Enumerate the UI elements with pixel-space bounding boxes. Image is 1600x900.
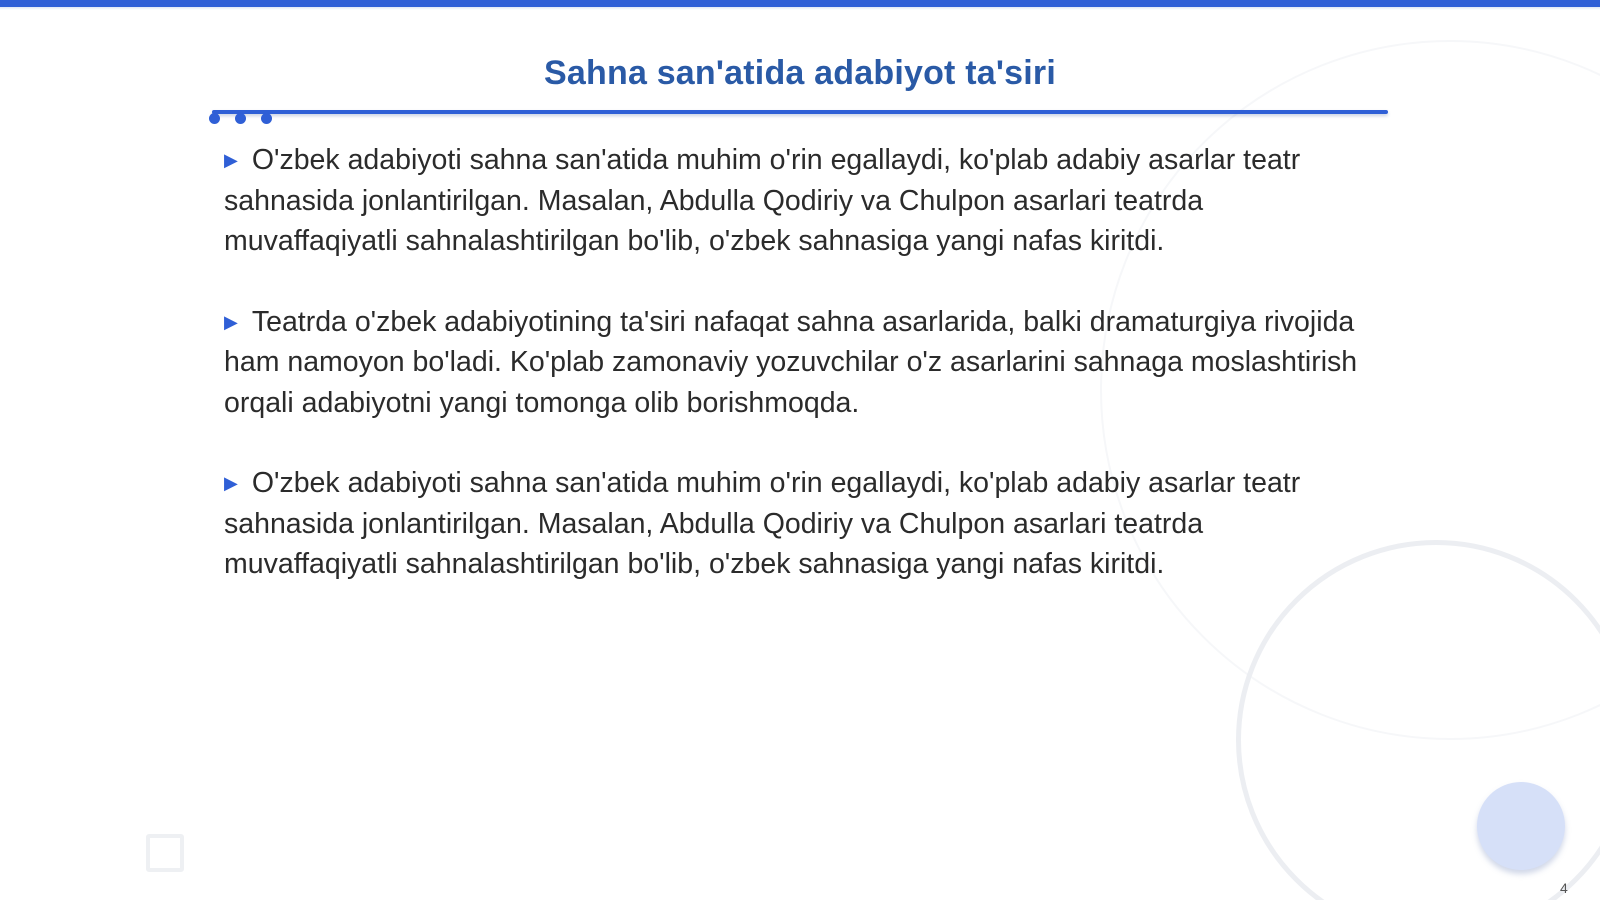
decorative-square (146, 834, 184, 872)
title-underline (212, 110, 1388, 114)
slide-title: Sahna san'atida adabiyot ta'siri (544, 54, 1056, 92)
title-dot-3 (261, 113, 272, 124)
decorative-circle (1477, 782, 1565, 870)
title-dot-1 (209, 113, 220, 124)
title-dot-2 (235, 113, 246, 124)
bullet-item-2 (224, 302, 1364, 424)
bullet-item-1 (224, 140, 1364, 262)
bullet-list (224, 140, 1364, 625)
page-number: 4 (1560, 880, 1568, 896)
triangle-bullet-icon: ▶ (224, 311, 238, 332)
bullet-text-1: O'zbek adabiyoti sahna san'atida muhim o'rin egallaydi, ko'plab adabiy asarlar teatr sahnasida jonlantirilgan. Masalan, Abdulla Qodiriy va Chulpon asarlari teatrda muvaffaqiyatli sahnalashtirilgan bo'lib, o'zbek sahnasiga yangi nafas kiritdi. (224, 144, 1301, 257)
bullet-text-3: O'zbek adabiyoti sahna san'atida muhim o'rin egallaydi, ko'plab adabiy asarlar teatr sahnasida jonlantirilgan. Masalan, Abdulla Qodiriy va Chulpon asarlari teatrda muvaffaqiyatli sahnalashtirilgan bo'lib, o'zbek sahnasiga yangi nafas kiritdi. (224, 467, 1301, 580)
top-accent-bar (0, 0, 1600, 7)
top-bar-shadow (0, 7, 1600, 10)
triangle-bullet-icon: ▶ (224, 473, 238, 493)
triangle-bullet-icon: ▶ (224, 150, 238, 170)
bullet-item-3 (224, 463, 1364, 585)
bullet-text-2: Teatrda o'zbek adabiyotining ta'siri nafaqat sahna asarlarida, balki dramaturgiya rivojida ham namoyon bo'ladi. Ko'plab zamonaviy yozuvchilar o'z asarlarini sahnaga moslashtirish orqali adabiyotni yangi tomonga olib borishmoqda. (224, 305, 1358, 419)
